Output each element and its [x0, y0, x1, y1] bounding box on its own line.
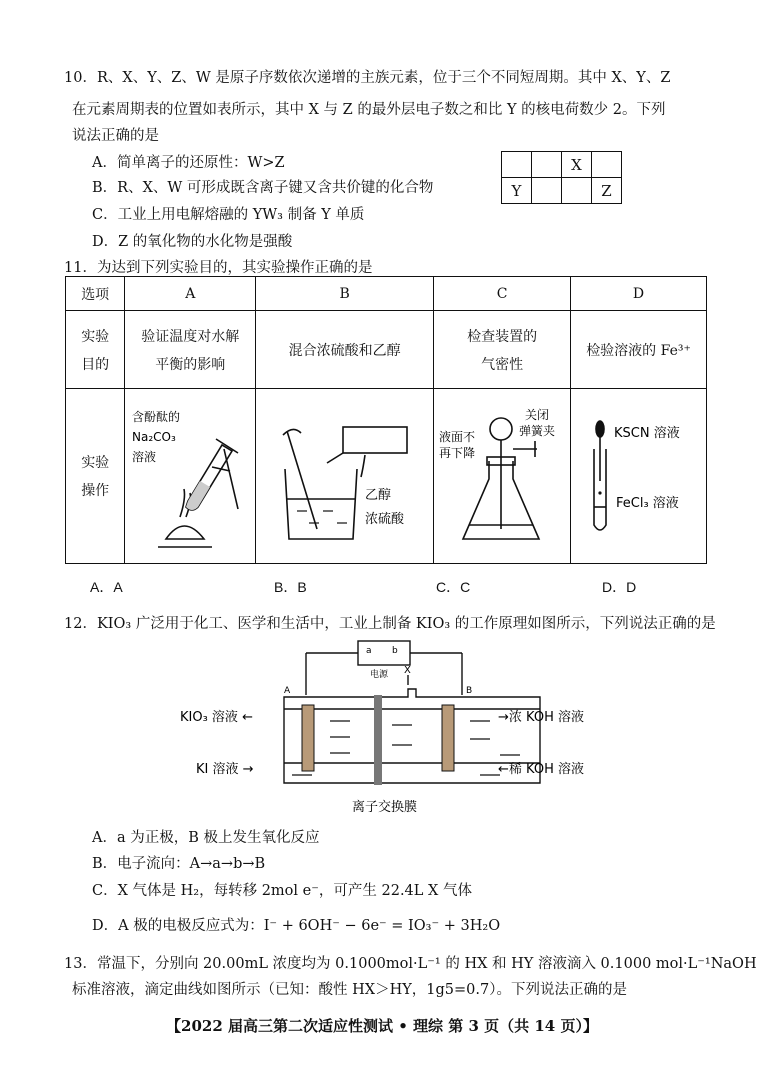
svg-text:液面不: 液面不	[438, 430, 475, 444]
svg-text:含酚酞的: 含酚酞的	[132, 410, 181, 424]
pt-cell	[502, 152, 532, 178]
q11-answer-a: A．A	[90, 579, 123, 595]
svg-text:KI 溶液 →: KI 溶液 →	[196, 762, 254, 777]
purpose-b: 混合浓硫酸和乙醇	[256, 311, 434, 389]
svg-text:FeCl₃ 溶液: FeCl₃ 溶液	[615, 496, 679, 511]
q10-line3: 说法正确的是	[72, 128, 159, 144]
q11-answer-c: C．C	[436, 579, 471, 595]
q13-line2: 标准溶液，滴定曲线如图所示（已知：酸性 HX＞HY，1g5=0.7）。下列说法正确的是	[72, 982, 627, 998]
figure-d-test-tube	[572, 389, 706, 559]
svg-text:A: A	[284, 686, 291, 696]
pt-cell	[532, 178, 562, 204]
svg-text:b: b	[392, 646, 398, 656]
q10-line2: 在元素周期表的位置如表所示，其中 X 与 Z 的最外层电子数之和比 Y 的核电荷数少 2。下列	[72, 102, 666, 118]
svg-text:a: a	[366, 646, 372, 656]
svg-text:乙醇: 乙醇	[364, 488, 391, 503]
svg-text:KSCN 溶液: KSCN 溶液	[613, 426, 680, 441]
pt-cell: X	[562, 152, 592, 178]
q12-option-c: C．X 气体是 H₂，每转移 2mol e⁻，可产生 22.4L X 气体	[92, 883, 472, 899]
figure-b-beaker	[257, 389, 433, 559]
q12-option-b: B．电子流向：A→a→b→B	[92, 856, 266, 872]
purpose-a: 验证温度对水解 平衡的影响	[125, 311, 256, 389]
q11-answer-b: B．B	[274, 579, 307, 595]
pt-cell	[592, 152, 622, 178]
header-cell: B	[256, 277, 434, 311]
page-footer: 【2022 届高三第二次适应性测试 • 理综 第 3 页（共 14 页）】	[166, 1017, 598, 1035]
q11-stem: 11．为达到下列实验目的，其实验操作正确的是	[64, 260, 373, 276]
pt-cell	[562, 178, 592, 204]
q10-line1: 10．R、X、Y、Z、W 是原子序数依次递增的主族元素，位于三个不同短周期。其中 X、Y、Z	[64, 70, 671, 86]
pt-cell: Z	[592, 178, 622, 204]
q10-option-b: B．R、X、W 可形成既含离子键又含共价键的化合物	[92, 180, 434, 196]
header-cell: 选项	[66, 277, 125, 311]
q12-option-d: D．A 极的电极反应式为：I⁻ + 6OH⁻ − 6e⁻ = IO₃⁻ + 3H₂O	[92, 918, 501, 934]
svg-text:X: X	[404, 665, 411, 676]
svg-text:→浓 KOH 溶液: →浓 KOH 溶液	[498, 710, 584, 725]
figure-b-cell	[256, 389, 434, 564]
purpose-d: 检验溶液的 Fe³⁺	[571, 311, 707, 389]
periodic-table-fragment	[501, 151, 622, 204]
purpose-c: 检查装置的 气密性	[434, 311, 571, 389]
figure-c-cell	[434, 389, 571, 564]
svg-text:关闭: 关闭	[524, 408, 549, 422]
svg-text:溶液: 溶液	[132, 450, 157, 464]
q10-option-c: C．工业上用电解熔融的 YW₃ 制备 Y 单质	[92, 207, 365, 223]
header-cell: A	[125, 277, 256, 311]
q12-stem: 12．KIO₃ 广泛用于化工、医学和生活中，工业上制备 KIO₃ 的工作原理如图所示，下列说法正确的是	[64, 616, 716, 632]
figure-a-cell	[125, 389, 256, 564]
svg-text:再下降: 再下降	[438, 446, 475, 460]
svg-text:KIO₃ 溶液 ←: KIO₃ 溶液 ←	[180, 710, 253, 725]
q13-line1: 13．常温下，分别向 20.00mL 浓度均为 0.1000mol·L⁻¹ 的 HX 和 HY 溶液滴入 0.1000 mol·L⁻¹NaOH	[64, 956, 757, 972]
header-cell: D	[571, 277, 707, 311]
figure-c-flask	[435, 389, 570, 559]
figure-a-heating-tube	[126, 389, 254, 559]
svg-text:B: B	[466, 686, 473, 696]
purpose-label: 实验 目的	[66, 311, 125, 389]
q10-option-a: A．简单离子的还原性：W>Z	[92, 155, 285, 171]
pt-cell	[532, 152, 562, 178]
q12-electrolysis-diagram	[180, 635, 610, 817]
header-cell: C	[434, 277, 571, 311]
q12-option-a: A．a 为正极，B 极上发生氧化反应	[92, 830, 320, 846]
svg-text:电源: 电源	[370, 670, 389, 680]
figure-d-cell	[571, 389, 707, 564]
svg-text:Na₂CO₃: Na₂CO₃	[132, 430, 177, 444]
svg-text:弹簧夹: 弹簧夹	[518, 424, 555, 438]
operation-label: 实验 操作	[66, 389, 125, 564]
q11-answer-d: D．D	[602, 579, 637, 595]
q11-experiment-table	[65, 276, 707, 564]
svg-text:浓硫酸: 浓硫酸	[364, 512, 404, 527]
svg-text:离子交换膜: 离子交换膜	[352, 800, 418, 815]
pt-cell: Y	[502, 178, 532, 204]
q10-option-d: D．Z 的氧化物的水化物是强酸	[92, 234, 293, 250]
svg-text:←稀 KOH 溶液: ←稀 KOH 溶液	[498, 762, 584, 777]
